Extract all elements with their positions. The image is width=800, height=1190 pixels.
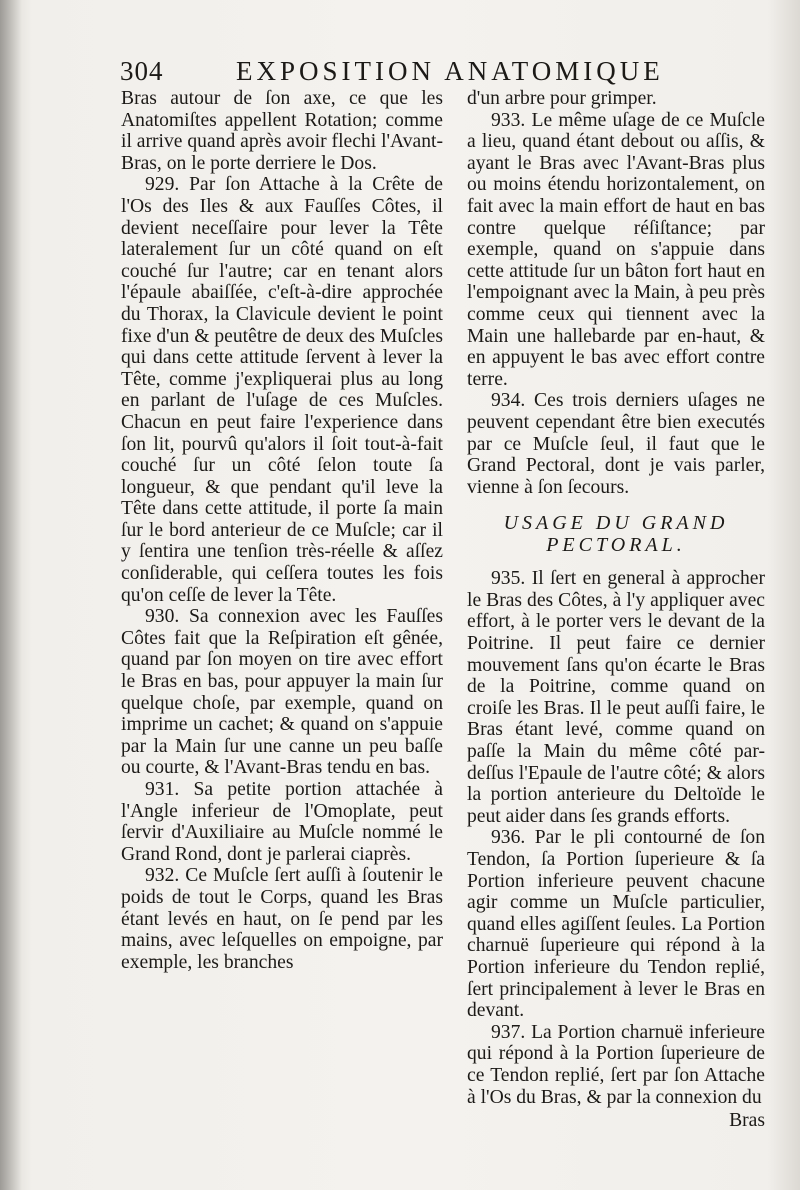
paragraph-935: 935. Il ſert en general à approcher le Bras des Côtes, à l'y appliquer avec effort, à le porter vers le devant de la Poitrine. Il peut faire ce dernier mouvement ſans qu'on écarte le Bras de la Poitrine, comme quand on croiſe les Bras. Il le peut auſſi faire, le Bras étant levé, comme quand on paſſe la Main du même côté par-deſſus l'Epaule de l'autre côté; & alors la portion anterieure du Deltoïde le peut aider dans ſes grands efforts. [467, 568, 765, 827]
section-heading-line-1: USAGE DU GRAND [503, 512, 729, 535]
section-heading [467, 512, 765, 556]
catchword: Bras [729, 1110, 765, 1132]
paragraph-937: 937. La Portion charnuë inferieure qui répond à la Portion ſuperieure de ce Tendon replié, ſert par ſon Attache à l'Os du Bras, & par la connexion du [467, 1021, 765, 1108]
page-number: 304 [120, 56, 164, 86]
paragraph-933: 933. Le même uſage de ce Muſcle a lieu, quand étant debout ou aſſis, & ayant le Bras avec l'Avant-Bras plus ou moins étendu horizontalement, on fait avec la main effort de haut en bas contre quelque réſiſtance; par exemple, quand on s'appuie dans cette attitude ſur un bâton fort haut en l'empoignant avec la Main, à peu près comme ceux qui tiennent avec la Main une hallebarde par en-haut, & en appuyent le bas avec effort contre terre. [467, 109, 765, 390]
paragraph-934: 934. Ces trois derniers uſages ne peuvent cependant être bien executés par ce Muſcle ſeul, il faut que le Grand Pectoral, dont je vais parler, vienne à ſon ſecours. [467, 390, 765, 498]
paragraph-936: 936. Par le pli contourné de ſon Tendon, ſa Portion ſuperieure & ſa Portion inferieure peuvent chacune agir comme un Muſcle particulier, quand elles agiſſent ſeules. La Portion charnuë ſuperieure qui répond à la Portion inferieure du Tendon replié, ſert principalement à lever le Bras en devant. [467, 827, 765, 1022]
paragraph-930: 930. Sa connexion avec les Fauſſes Côtes fait que la Reſpiration eſt gênée, quand par ſon moyen on tire avec effort le Bras en bas, pour appuyer la main ſur quelque choſe, par exemple, quand on imprime un cachet; & quand on s'appuie par la Main ſur une canne un peu baſſe ou courte, & l'Avant-Bras tendu en bas. [121, 606, 443, 779]
left-column [121, 88, 443, 973]
running-title: EXPOSITION ANATOMIQUE [236, 56, 664, 86]
binding-shadow [0, 0, 22, 1190]
paragraph-931: 931. Sa petite portion attachée à l'Angle inferieur de l'Omoplate, peut ſervir d'Auxiliaire au Muſcle nommé le Grand Rond, dont je parlerai ciaprès. [121, 779, 443, 865]
paragraph-932: 932. Ce Muſcle ſert auſſi à ſoutenir le poids de tout le Corps, quand les Bras étant levés en haut, on ſe pend par les mains, avec leſquelles on empoigne, par exemple, les branches [121, 865, 443, 973]
paragraph-continuation: d'un arbre pour grimper. [467, 88, 657, 109]
paragraph-929: 929. Par ſon Attache à la Crête de l'Os des Iles & aux Fauſſes Côtes, il devient neceſſaire pour lever la Tête lateralement ſur un côté quand on eſt couché ſur l'autre; car en tenant alors l'épaule abaiſſée, c'eſt-à-dire approchée du Thorax, la Clavicule devient le point fixe d'un & peutêtre de deux des Muſcles qui dans cette attitude ſervent à lever la Tête, comme j'expliquerai plus au long en parlant de l'uſage de ces Muſcles. Chacun en peut faire l'experience dans ſon lit, pourvû qu'alors il ſoit tout-à-fait couché ſur un côté ſelon toute ſa longueur, & que pendant qu'il leve la Tête dans cette attitude, il porte ſa main ſur le bord anterieur de ce Muſcle; car il y ſentira une tenſion très-réelle & aſſez conſiderable, qui ceſſera toutes les fois qu'on ceſſe de lever la Tête. [121, 174, 443, 606]
section-heading-line-2: PECTORAL. [546, 534, 686, 557]
paragraph-intro: Bras autour de ſon axe, ce que les Anatomiſtes appellent Rotation; comme il arrive quand après avoir flechi l'Avant-Bras, on le porte derriere le Dos. [121, 88, 443, 174]
right-column [467, 88, 765, 1132]
